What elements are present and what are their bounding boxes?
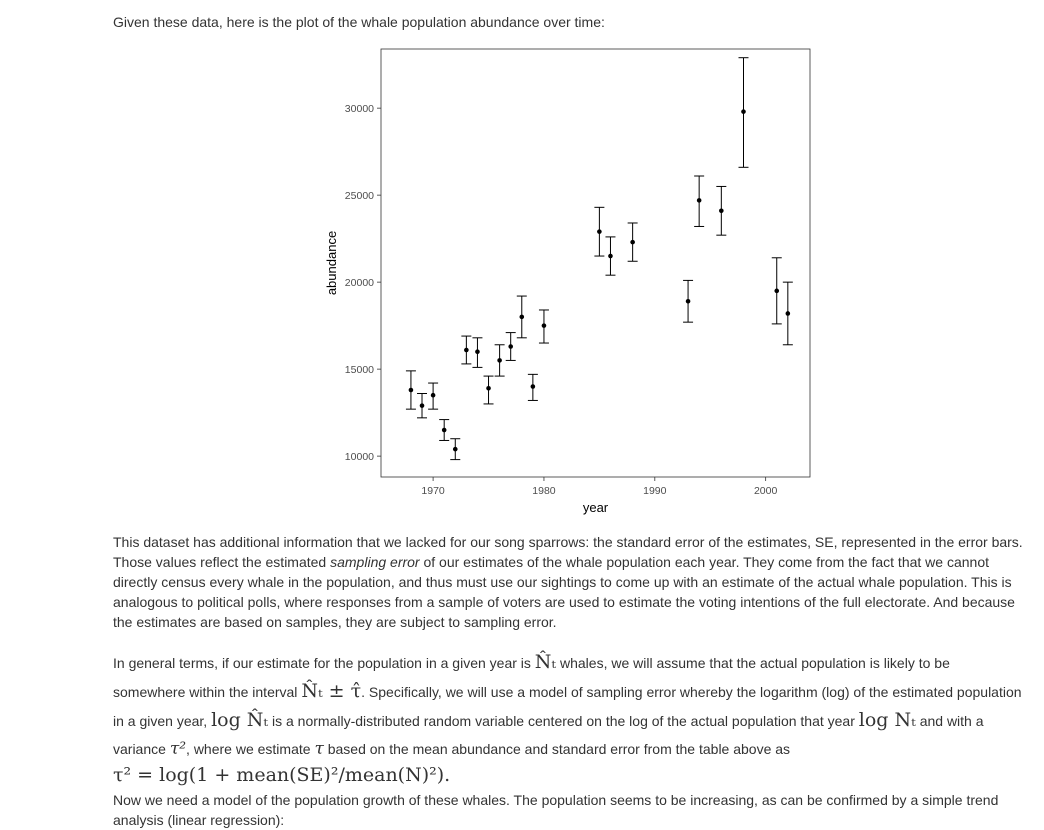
- data-point-1975: [486, 386, 491, 391]
- paragraph-sampling-model: [113, 648, 1023, 789]
- math-n-hat: N̂ₜ: [534, 651, 557, 673]
- x-axis-label: year: [582, 500, 609, 515]
- tau-formula: τ² = log(1 + mean(SE)²/mean(N)²).: [113, 764, 451, 786]
- y-tick-label-15000: 15000: [344, 364, 374, 377]
- data-point-1985: [597, 229, 602, 234]
- data-point-1996: [719, 209, 724, 214]
- math-log-n: log Nₜ: [858, 709, 916, 731]
- data-point-1970: [431, 393, 436, 398]
- abundance-chart: [318, 40, 828, 520]
- data-point-1986: [608, 254, 613, 259]
- general-text-part7: based on the mean abundance and standard error from the table above as: [323, 741, 791, 757]
- paragraph-population-growth: Now we need a model of the population growth of these whales. The population seems to be increasing, as can be confirmed by a simple trend analysis (linear regression):: [113, 792, 999, 828]
- plot-panel: [381, 49, 810, 477]
- x-tick-label-1990: 1990: [643, 485, 667, 497]
- data-point-1998: [741, 109, 746, 114]
- data-point-1969: [420, 403, 425, 408]
- data-point-1993: [686, 299, 691, 304]
- y-tick-label-30000: 30000: [344, 103, 374, 116]
- data-point-1976: [497, 358, 502, 363]
- intro-text: Given these data, here is the plot of the whale population abundance over time:: [113, 14, 605, 30]
- data-point-1968: [409, 388, 414, 393]
- general-text-part1: In general terms, if our estimate for the population in a given year is: [113, 655, 535, 671]
- data-point-1979: [531, 384, 536, 389]
- x-tick-label-1980: 1980: [532, 485, 556, 497]
- math-interval: N̂ₜ ± τ̂: [301, 680, 362, 702]
- general-text-part5: and with a variance: [113, 713, 984, 757]
- y-tick-label-20000: 20000: [344, 277, 374, 290]
- math-tau: τ: [314, 739, 324, 759]
- se-text-part2: of our estimates of the whale population each year. They come from the fact that we cannot directly census every whale in the population, and thus must use our sightings to come up with an estimate of the actual whale population. This is analogous to political polls, where responses from a sample of voters are used to estimate the voting intentions of the full electorate. And because the estimates are based on samples, they are subject to sampling error.: [113, 554, 1015, 630]
- math-tau-squared: τ²: [169, 739, 187, 759]
- se-emphasis: sampling error: [330, 554, 420, 570]
- y-axis: [345, 103, 381, 463]
- data-point-1978: [519, 315, 524, 320]
- x-axis: [421, 477, 777, 497]
- general-text-part3: . Specifically, we will use a model of sampling error whereby the logarithm (log) of the estimated population in a given year,: [113, 684, 1022, 729]
- data-point-1972: [453, 447, 458, 452]
- x-tick-label-1970: 1970: [421, 485, 445, 497]
- data-point-1974: [475, 349, 480, 354]
- general-text-part6: , where we estimate: [186, 741, 315, 757]
- general-text-part2: whales, we will assume that the actual population is likely to be somewhere within the interval: [113, 655, 950, 700]
- data-point-1971: [442, 428, 447, 433]
- math-log-n-hat: log N̂ₜ: [211, 709, 269, 731]
- data-point-2001: [774, 289, 779, 294]
- general-text-part4: is a normally-distributed random variable centered on the log of the actual population that year: [268, 713, 859, 729]
- data-point-1977: [508, 344, 513, 349]
- y-axis-label: abundance: [324, 230, 339, 296]
- x-tick-label-2000: 2000: [753, 485, 778, 497]
- se-text-part1: This dataset has additional information that we lacked for our song sparrows: the standard error of the estimates, SE, represented in the error bars. Those values reflect the estimated: [113, 534, 1023, 570]
- data-point-1980: [542, 323, 547, 328]
- data-point-2002: [786, 311, 791, 316]
- data-point-1994: [697, 198, 702, 203]
- y-tick-label-10000: 10000: [344, 451, 374, 464]
- y-tick-label-25000: 25000: [344, 190, 374, 203]
- data-point-1973: [464, 348, 469, 353]
- data-point-1988: [630, 240, 635, 245]
- paragraph-standard-error: [113, 532, 1023, 632]
